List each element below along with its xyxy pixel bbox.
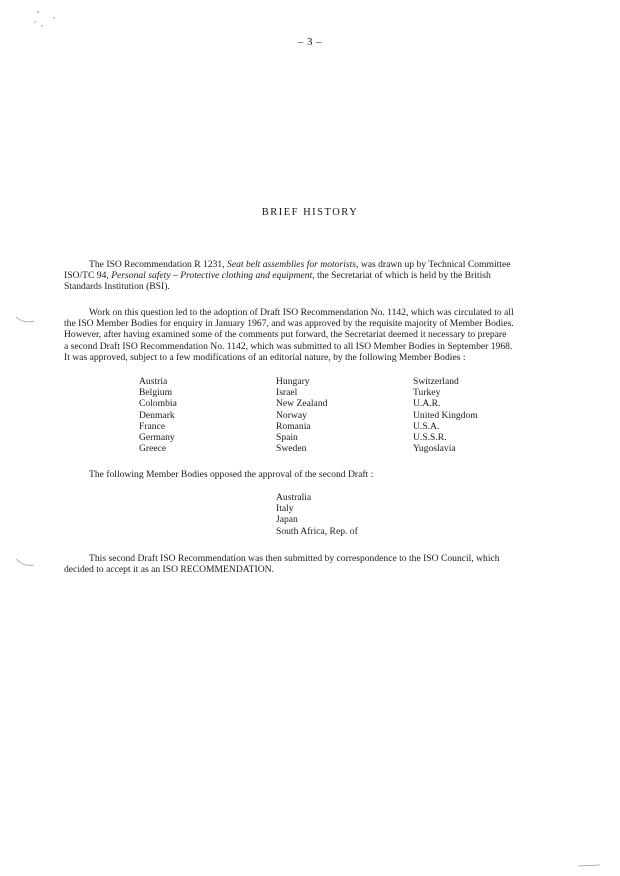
page-title: BRIEF HISTORY: [261, 207, 359, 218]
member-body: U.A.R.: [413, 398, 441, 410]
member-body: Japan: [276, 514, 298, 526]
paragraph-1-line-1: [64, 259, 556, 270]
member-body: Israel: [276, 387, 298, 399]
member-body: Spain: [276, 432, 298, 444]
paragraph-2-line: It was approved, subject to a few modifications of an editorial nature, by the following Member Bodies :: [64, 351, 466, 363]
approving-bodies-column-1: [139, 376, 177, 454]
paragraph-2-line: a second Draft ISO Recommendation No. 1142, which was submitted to all ISO Member Bodies in September 1968.: [64, 340, 513, 352]
member-body: Italy: [276, 503, 294, 515]
member-body: Hungary: [276, 376, 310, 387]
page-number: – 3 –: [297, 36, 323, 48]
approving-bodies-column-3: [413, 376, 478, 454]
paragraph-3-line: The following Member Bodies opposed the approval of the second Draft :: [89, 469, 374, 480]
paragraph-4-line: decided to accept it as an ISO RECOMMENDATION.: [64, 564, 274, 576]
paragraph-1-text-a: The ISO Recommendation R 1231,: [89, 259, 228, 270]
paragraph-1-text-c: ISO/TC 94,: [64, 270, 112, 282]
member-body: U.S.S.R.: [413, 432, 447, 444]
member-body: Colombia: [139, 398, 177, 410]
history-paragraph-3: [64, 469, 556, 480]
margin-mark-bottom: [14, 556, 38, 570]
history-paragraph-4: [64, 553, 556, 575]
recommendation-title: Seat belt assemblies for motorists: [227, 259, 357, 270]
member-body: France: [139, 420, 166, 432]
history-paragraph-2: [64, 307, 556, 363]
member-body: Yugoslavia: [413, 443, 456, 455]
member-body: Austria: [139, 376, 168, 387]
margin-mark-top: [14, 314, 38, 326]
member-body: New Zealand: [276, 398, 328, 410]
member-body: Romania: [276, 420, 311, 432]
paragraph-1-text-d: , the Secretariat of which is held by the British: [312, 270, 491, 282]
member-body: Sweden: [276, 443, 307, 455]
corner-mark: [576, 860, 606, 870]
paragraph-2-line: the ISO Member Bodies for enquiry in January 1967, and was approved by the requisite majority of Member Bodies.: [64, 318, 514, 330]
member-body: Australia: [276, 492, 312, 503]
history-paragraph-1: [64, 259, 556, 293]
committee-title: Personal safety – Protective clothing and equipment: [111, 270, 313, 282]
opposing-bodies-list: [276, 492, 358, 537]
member-body: Switzerland: [413, 376, 459, 387]
member-body: U.S.A.: [413, 420, 440, 432]
paragraph-4-line: This second Draft ISO Recommendation was then submitted by correspondence to the ISO Council, which: [89, 553, 500, 564]
member-body: Germany: [139, 432, 175, 444]
scan-speck-marks: [30, 8, 60, 32]
member-body: Norway: [276, 409, 307, 421]
member-body: United Kingdom: [413, 409, 478, 421]
paragraph-2-line: Work on this question led to the adoption of Draft ISO Recommendation No. 1142, which was circulated to all: [89, 307, 514, 318]
member-body: Turkey: [413, 387, 441, 399]
member-body: Belgium: [139, 387, 173, 399]
member-body: South Africa, Rep. of: [276, 525, 358, 537]
member-body: Greece: [139, 443, 167, 455]
member-body: Denmark: [139, 409, 175, 421]
paragraph-1-line-3: Standards Institution (BSI).: [64, 281, 170, 293]
paragraph-1-line-2: [64, 270, 556, 281]
approving-bodies-column-2: [276, 376, 327, 454]
paragraph-2-line: However, after having examined some of the comments put forward, the Secretariat deemed it necessary to prepare: [64, 329, 507, 341]
paragraph-1-text-b: , was drawn up by Technical Committee: [356, 259, 511, 270]
